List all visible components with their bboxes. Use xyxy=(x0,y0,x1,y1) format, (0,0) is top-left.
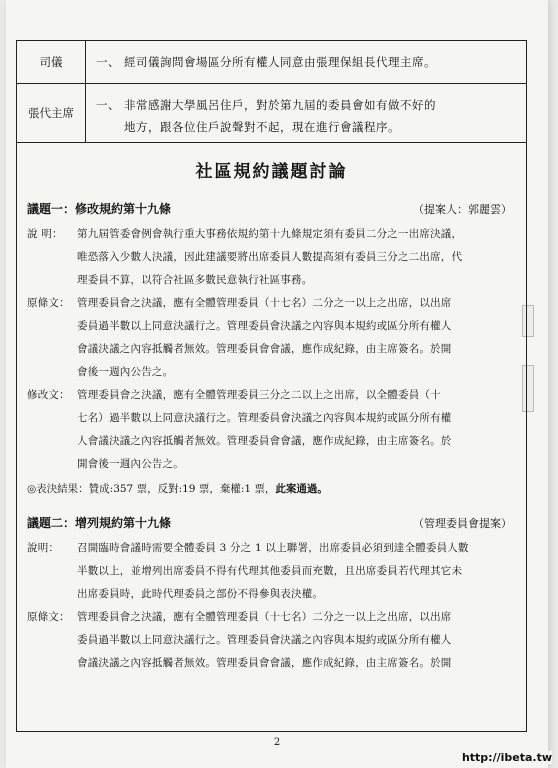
section-1 xyxy=(17,200,526,500)
item-number: 一、 xyxy=(96,55,120,69)
agenda-item-2 xyxy=(86,84,526,142)
vote-result xyxy=(27,478,516,500)
page-title: 社區規約議題討論 xyxy=(195,162,348,182)
para-label: 說明： xyxy=(27,542,60,554)
explanation xyxy=(27,223,516,292)
para-line: 第九屆管委會例會執行重大事務依規約第十九條規定須有委員二分之一出席決議， xyxy=(77,228,463,240)
section-title: 議題二：增列規約第十九條 xyxy=(27,516,172,530)
para-label: 原條文： xyxy=(27,297,70,309)
para-line: 唯恐落入少數人決議，因此建議要將出席委員人數提高須有委員三分之二出席，代 xyxy=(77,251,463,263)
item-text: 經司儀詢問會場區分所有權人同意由張理保組長代理主席。 xyxy=(124,55,436,69)
para-line: 七名）過半數以上同意決議行之。管理委員會決議之內容與本規約或區分所有權 xyxy=(77,412,452,424)
para-label: 原條文： xyxy=(27,611,70,623)
para-line: 理委員不算，以符合社區多數民意執行社區事務。 xyxy=(77,274,313,286)
para-line: 會議決議之內容抵觸者無效。管理委員會會議，應作成紀錄，由主席簽名。於開 xyxy=(77,343,452,355)
role-emcee: 司儀 xyxy=(17,41,85,84)
original-clause xyxy=(27,606,516,675)
para-label: 修改文： xyxy=(27,389,70,401)
proposer: （提案人：郭麗雲） xyxy=(413,203,512,216)
section-2 xyxy=(17,514,526,675)
para-line: 管理委員會之決議，應有全體管理委員（十七名）二分之一以上之出席，以出席 xyxy=(77,611,452,623)
vote-outcome: 此案通過。 xyxy=(275,483,328,495)
para-line: 管理委員會之決議，應有全體管理委員（十七名）二分之一以上之出席，以出席 xyxy=(77,297,452,309)
item-text: 非常感謝大學風呂住戶，對於第九屆的委員會如有做不好的 xyxy=(124,98,436,112)
explanation xyxy=(27,537,516,606)
para-line: 人會議決議之內容抵觸者無效。管理委員會會議，應作成紀錄，由主席簽名。於 xyxy=(77,435,452,447)
para-line: 半數以上，並增列出席委員不得有代理其他委員而充數，且出席委員若代理其它未 xyxy=(77,565,463,577)
section-title: 議題一：修改規約第十九條 xyxy=(27,202,172,216)
item-number: 一、 xyxy=(96,98,120,112)
watermark-url: http://ibeta.tw xyxy=(461,751,552,764)
item-text: 地方，跟各位住戶說聲對不起，現在進行會議程序。 xyxy=(124,120,400,134)
amended-clause xyxy=(27,384,516,476)
para-line: 委員過半數以上同意決議行之。管理委員會決議之內容與本規約或區分所有權人 xyxy=(77,634,452,646)
para-line: 出席委員時，此時代理委員之部份不得參與表決權。 xyxy=(77,588,324,600)
original-clause xyxy=(27,292,516,384)
para-line: 召開臨時會議時需要全體委員 3 分之 1 以上聯署，出席委員必須到達全體委員人數 xyxy=(77,542,469,554)
para-line: 管理委員會之決議，應有全體管理委員三分之二以上之出席，以全體委員（十 xyxy=(77,389,441,401)
para-line: 開會後一週內公告之。 xyxy=(77,458,184,470)
proposer: （管理委員會提案） xyxy=(413,517,512,530)
agenda-table xyxy=(17,41,526,143)
document-page xyxy=(6,0,548,768)
page-frame xyxy=(16,40,527,732)
role-acting-chair: 張代主席 xyxy=(28,106,74,120)
para-line: 會議決議之內容抵觸者無效。管理委員會會議，應作成紀錄，由主席簽名。於開 xyxy=(77,657,452,669)
agenda-item-1 xyxy=(86,41,526,84)
vote-counts: ◎表決結果：贊成:357 票，反對:19 票，棄權:1 票， xyxy=(27,483,276,495)
para-label: 說 明： xyxy=(27,228,63,240)
para-line: 會後一週內公告之。 xyxy=(77,366,174,378)
page-number: 2 xyxy=(273,737,281,748)
para-line: 委員過半數以上同意決議行之。管理委員會決議之內容與本規約或區分所有權人 xyxy=(77,320,452,332)
